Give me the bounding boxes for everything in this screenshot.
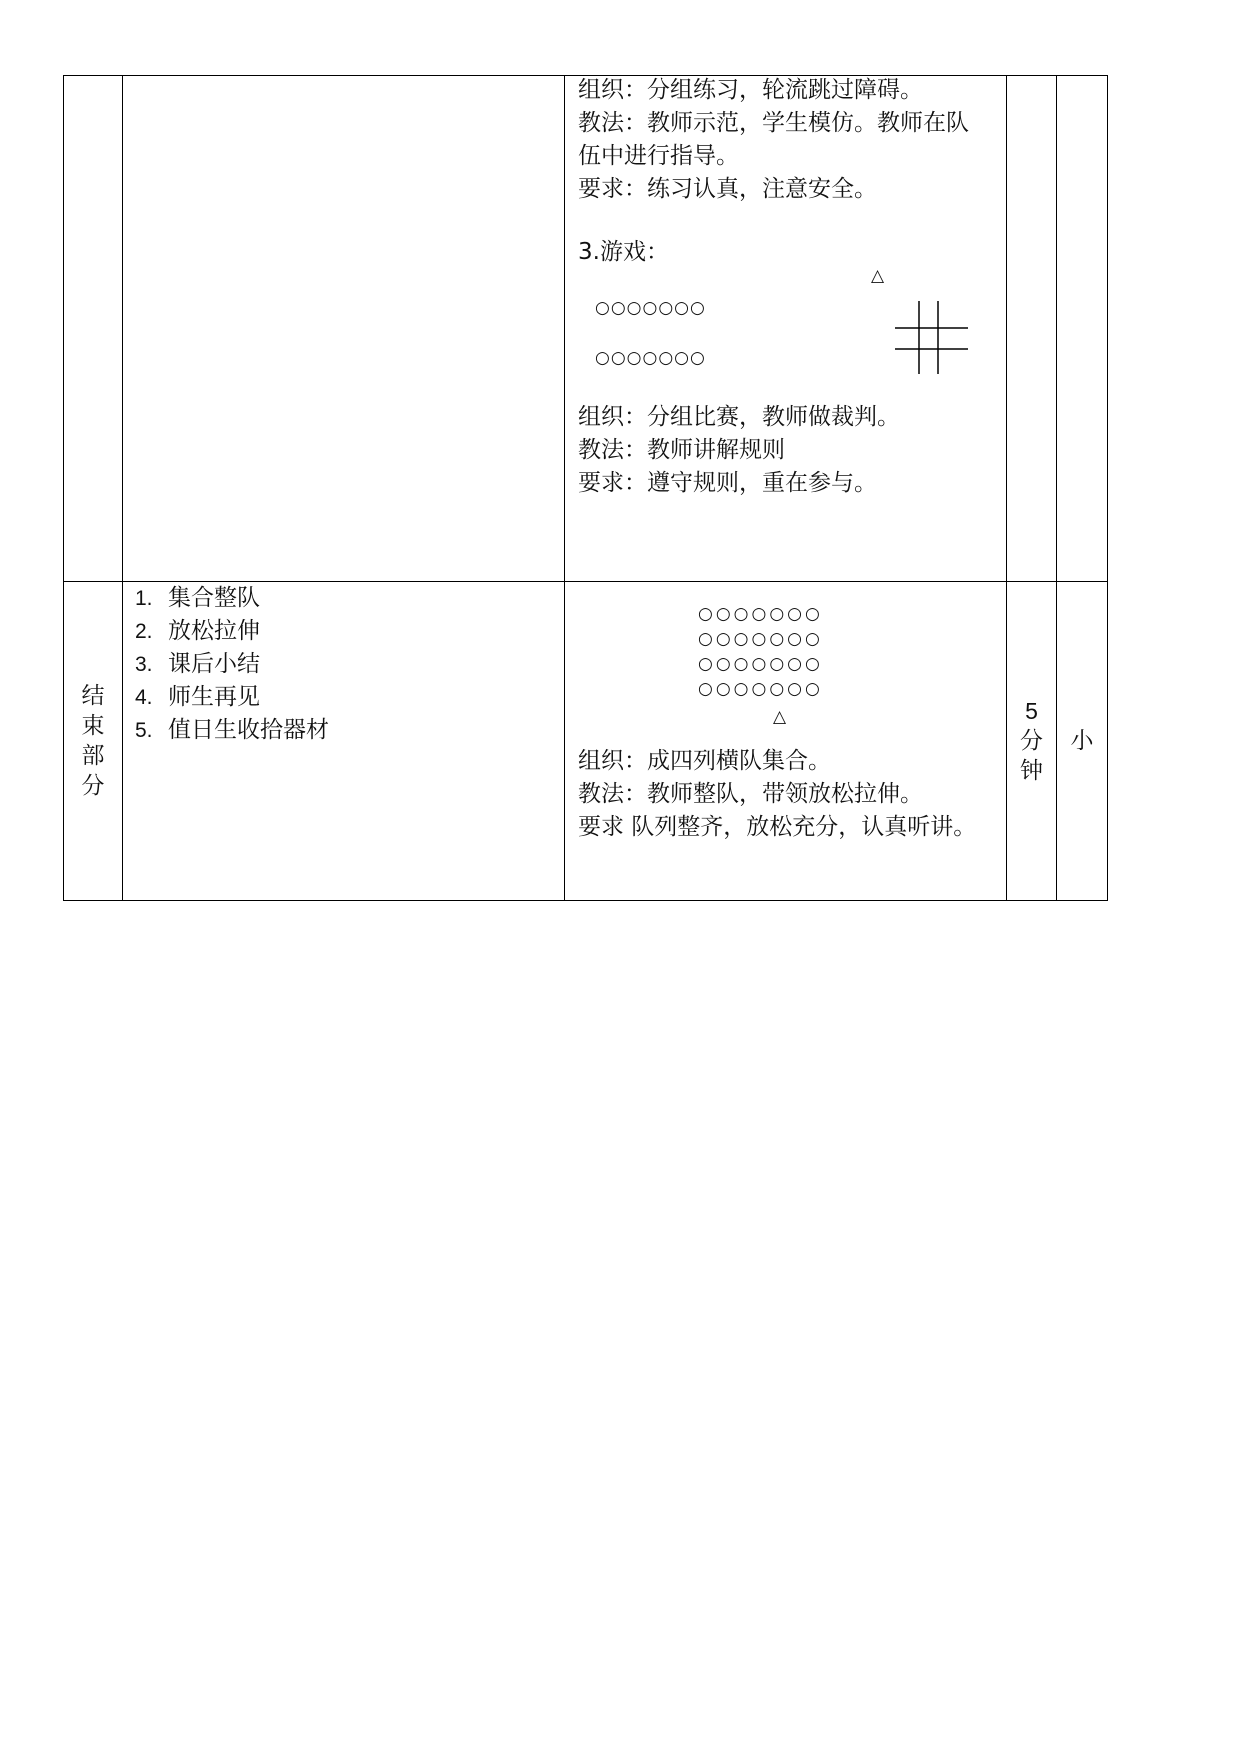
part-label [64, 681, 122, 801]
time-value: 5 [1025, 698, 1038, 724]
formation-row: ○○○○○○○ [698, 654, 823, 674]
time-cell [1007, 76, 1057, 582]
load-cell [1057, 76, 1108, 582]
time-cell [1007, 582, 1057, 901]
method-line: 伍中进行指导。 [578, 143, 739, 169]
teacher-triangle-icon: △ [871, 266, 885, 286]
part-char: 分 [81, 773, 105, 799]
student-row-1: ○○○○○○○ [595, 298, 706, 318]
method-line: 要求：练习认真，注意安全。 [578, 176, 877, 202]
table-row [64, 76, 1108, 582]
load-label: 小 [1070, 728, 1094, 754]
formation-row: ○○○○○○○ [698, 629, 823, 649]
load-cell [1057, 582, 1108, 901]
formation-row: ○○○○○○○ [698, 604, 823, 624]
list-item: 1. 集合整队 [135, 585, 260, 611]
game-title: 3.游戏： [578, 239, 669, 265]
list-item: 5. 值日生收拾器材 [135, 717, 329, 743]
method-line: 教法：教师整队，带领放松拉伸。 [578, 781, 923, 807]
method-text-bottom [578, 401, 900, 500]
time-unit-char: 分 [1020, 728, 1043, 754]
method-text-top [578, 74, 969, 206]
method-text [578, 745, 976, 844]
method-line: 组织：成四列横队集合。 [578, 748, 831, 774]
list-item: 2. 放松拉伸 [135, 618, 260, 644]
method-cell [565, 582, 1007, 901]
part-char: 束 [81, 713, 105, 739]
formation-row: ○○○○○○○ [698, 679, 823, 699]
part-char: 结 [81, 683, 105, 709]
part-char: 部 [81, 743, 105, 769]
method-line: 教法：教师示范，学生模仿。教师在队 [578, 110, 969, 136]
part-cell [64, 582, 123, 901]
student-row-2: ○○○○○○○ [595, 348, 706, 368]
list-item: 4. 师生再见 [135, 684, 260, 710]
method-line: 要求：遵守规则，重在参与。 [578, 470, 877, 496]
method-cell [565, 76, 1007, 582]
method-line: 组织：分组比赛，教师做裁判。 [578, 404, 900, 430]
method-line: 教法：教师讲解规则 [578, 437, 785, 463]
method-line: 要求 队列整齐，放松充分，认真听讲。 [578, 814, 977, 840]
content-cell [123, 582, 565, 901]
teacher-triangle-icon: △ [773, 707, 787, 727]
time-unit-char: 钟 [1020, 758, 1043, 784]
list-item: 3. 课后小结 [135, 651, 260, 677]
method-line: 组织：分组练习，轮流跳过障碍。 [578, 77, 923, 103]
table-row [64, 582, 1108, 901]
content-list [135, 582, 329, 747]
time-label [1007, 696, 1056, 786]
lesson-plan-table [63, 75, 1108, 901]
formation-grid [698, 602, 823, 702]
content-cell [123, 76, 565, 582]
part-cell [64, 76, 123, 582]
grid-obstacle-icon [895, 301, 975, 381]
